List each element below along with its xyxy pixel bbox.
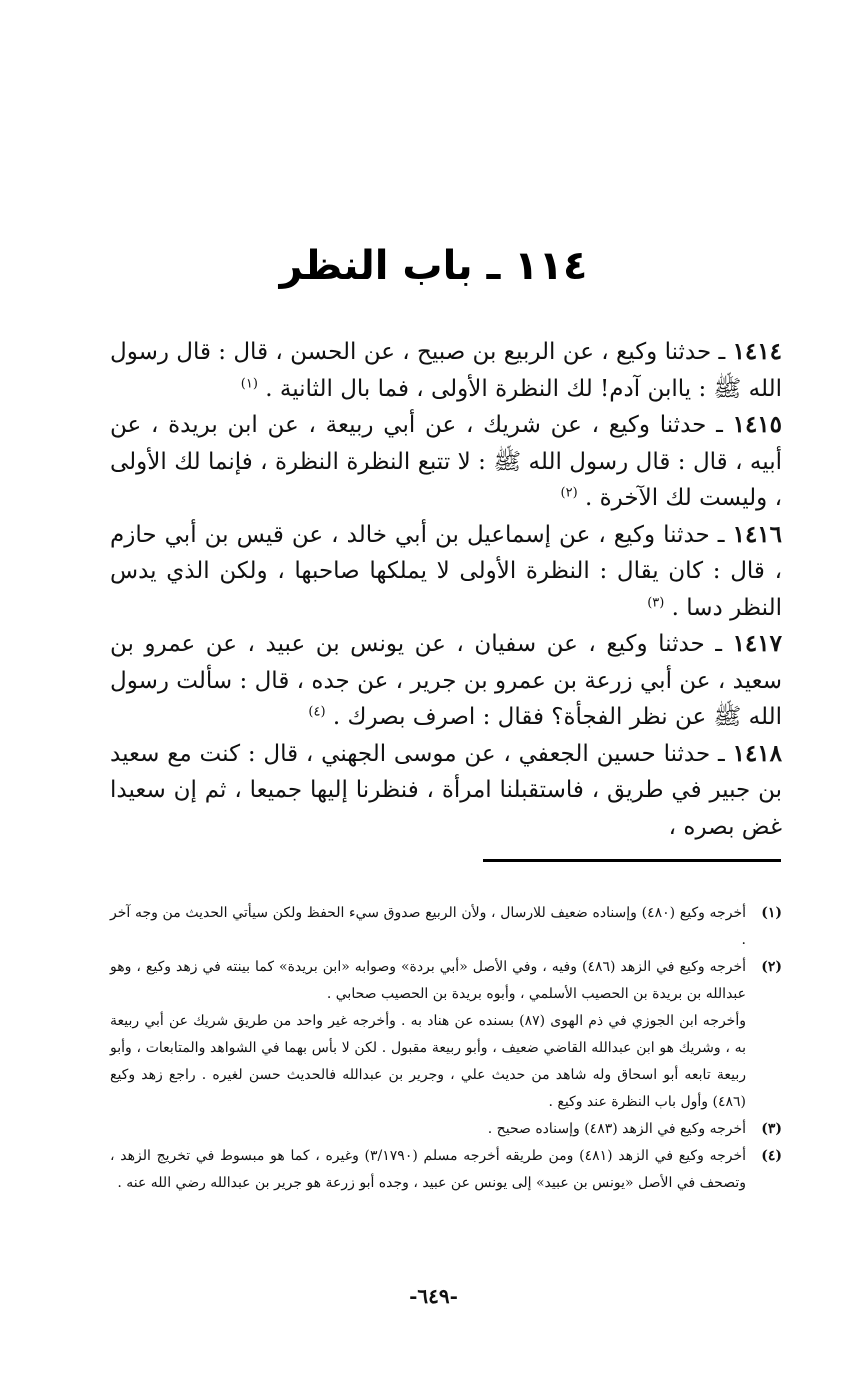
footnote-paragraph: أخرجه وكيع في الزهد (٤٨١) ومن طريقه أخرجه مسلم (٣/١٧٩٠) وغيره ، كما هو مبسوط في تخريج الزهد ، وتصحف في الأصل «يونس بن عبيد» إلى يونس عن عبيد ، وجده أبو زرعة هو جرير بن عبدالله رضي الله عنه . [110,1148,747,1191]
footnote-body [110,1116,746,1143]
footnotes [110,900,782,1197]
footnote-2 [110,954,782,1116]
footnote-ref[interactable]: (٣) [647,594,665,610]
hadith-text: ـ حدثنا وكيع ، عن شريك ، عن أبي ربيعة ، عن ابن بريدة ، عن أبيه ، قال : قال رسول الله ﷺ : لا تتبع النظرة النظرة ، فإنما لك الأولى ، وليست لك الآخرة . [110,412,782,511]
hadith-list [110,334,782,845]
footnote-ref[interactable]: (٢) [560,485,578,501]
footnote-paragraph: أخرجه وكيع في الزهد (٤٨٦) وفيه ، وفي الأصل «أبي بردة» وصوابه «ابن بريدة» كما بينته في زهد وكيع ، وهو عبدالله بن بريدة بن الحصيب الأسلمي ، وأبوه بريدة بن الحصيب صحابي . [110,959,747,1002]
hadith-text: ـ حدثنا حسين الجعفي ، عن موسى الجهني ، قال : كنت مع سعيد بن جبير في طريق ، فاستقبلنا امرأة ، فنظرنا إليها جميعا ، ثم إن سعيدا غض بصره ، [110,740,782,840]
hadith-1414 [110,334,782,407]
hadith-text: ـ حدثنا وكيع ، عن سفيان ، عن يونس بن عبيد ، عن عمرو بن سعيد ، عن أبي زرعة بن عمرو بن جرير ، عن جده ، قال : سألت رسول الله ﷺ عن نظر الفجأة؟ فقال : اصرف بصرك . [110,631,782,730]
footnote-paragraph: وأخرجه ابن الجوزي في ذم الهوى (٨٧) بسنده عن هناد به . وأخرجه غير واحد من طريق شريك عن أبي ربيعة به ، وشريك هو ابن عبدالله القاضي ضعيف ، وأبو ربيعة مقبول . لكن لا بأس بهما في الشواهد والمتابعات ، وأبو ربيعة تابعه أبو اسحاق وله شاهد من حديث علي ، وجرير بن عبدالله فالحديث حسن لغيره . راجع زهد وكيع (٤٨٦) وأول باب النظرة عند وكيع . [110,1013,747,1110]
hadith-1418 [110,736,782,846]
hadith-1416 [110,517,782,627]
hadith-number: ١٤١٧ [732,630,782,657]
footnote-4 [110,1143,782,1197]
hadith-number: ١٤١٦ [732,520,783,548]
page-number: -٦٤٩- [409,1284,458,1308]
footnote-body [110,954,746,1116]
hadith-number: ١٤١٤ [732,338,782,365]
footnote-marker: (٢) [761,959,782,975]
footnote-paragraph: أخرجه وكيع في الزهد (٤٨٣) وإسناده صحيح . [487,1121,746,1137]
footnote-marker: (٣) [761,1121,782,1137]
footnote-ref[interactable]: (٤) [308,704,326,720]
footnote-body [110,900,746,954]
hadith-number: ١٤١٥ [732,411,783,438]
footnote-marker: (١) [761,905,782,921]
chapter-title: ١١٤ ـ باب النظر [279,243,588,289]
hadith-number: ١٤١٨ [732,739,783,767]
hadith-1417 [110,626,782,736]
footnote-marker: (٤) [761,1148,782,1164]
footnote-ref[interactable]: (١) [240,375,258,391]
hadith-text: ـ حدثنا وكيع ، عن الربيع بن صبيح ، عن الحسن ، قال : قال رسول الله ﷺ : ياابن آدم! لك النظرة الأولى ، فما بال الثانية . [109,339,782,402]
hadith-text: ـ حدثنا وكيع ، عن إسماعيل بن أبي خالد ، عن قيس بن أبي حازم ، قال : كان يقال : النظرة الأولى لا يملكها صاحبها ، ولكن الذي يدس النظر دسا . [110,521,782,621]
footnote-paragraph: أخرجه وكيع (٤٨٠) وإسناده ضعيف للارسال ، ولأن الربيع صدوق سيء الحفظ ولكن سيأتي الحديث من وجه آخر . [110,905,746,948]
footnote-3 [110,1116,782,1143]
footnote-1 [110,900,782,954]
hadith-1415 [110,407,782,517]
footnote-body [110,1143,746,1197]
footnote-divider [483,859,781,862]
